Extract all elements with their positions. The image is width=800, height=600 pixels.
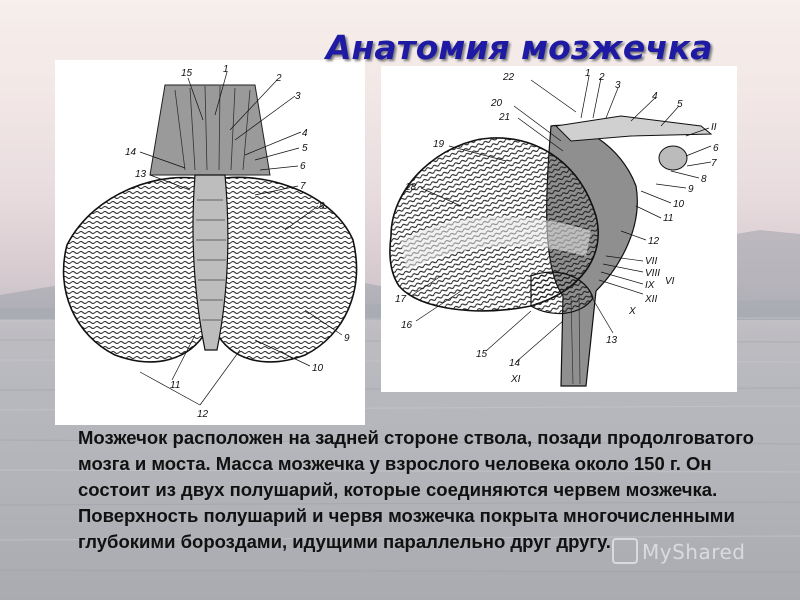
fig-right-label: 7	[711, 158, 717, 169]
cerebellum-lateral-drawing	[381, 66, 737, 392]
fig-left-label: 6	[300, 161, 306, 172]
fig-left-label: 10	[312, 363, 324, 374]
fig-right-label: 4	[652, 91, 658, 102]
fig-right-label: 12	[648, 236, 660, 247]
fig-right-label: 20	[491, 98, 503, 109]
fig-left-label: 15	[181, 68, 193, 79]
fig-left-label: 5	[302, 143, 308, 154]
fig-right-label: 16	[401, 320, 413, 331]
fig-right-label: VI	[665, 276, 675, 287]
fig-right-label: 22	[503, 72, 515, 83]
slide-paragraph: Мозжечок расположен на задней стороне ствола, позади продолговатого мозга и моста. Масса мозжечка у взрослого человека около 150 г. Он состоит из двух полушарий, которые соединяются червем мозжечка. Поверхность полушарий и червя мозжечка покрыта многочисленными глубокими бороздами, идущими параллельно друг другу.	[78, 427, 754, 552]
fig-right-label: 9	[688, 184, 694, 195]
fig-right-label: 21	[499, 112, 511, 123]
cerebellum-posterior-figure	[55, 60, 365, 425]
fig-left-label: 13	[135, 169, 147, 180]
fig-left-label: 1	[223, 64, 229, 75]
fig-left-label: 12	[197, 409, 209, 420]
fig-left-label: 3	[295, 91, 301, 102]
cerebellum-posterior-drawing	[55, 60, 365, 425]
fig-right-label: 17	[395, 294, 407, 305]
fig-left-label: 7	[300, 181, 306, 192]
fig-right-label: X	[629, 306, 636, 317]
fig-right-label: VIII	[645, 268, 661, 279]
fig-left-label: 2	[276, 73, 282, 84]
fig-right-label: 5	[677, 99, 683, 110]
fig-right-label: IX	[645, 280, 655, 291]
slide-title: Анатомия мозжечка	[326, 28, 713, 67]
fig-right-label: XI	[511, 374, 521, 385]
fig-right-label: II	[711, 122, 717, 133]
fig-left-label: 9	[344, 333, 350, 344]
fig-left-label: 11	[170, 380, 181, 391]
fig-right-label: 3	[615, 80, 621, 91]
fig-right-label: 13	[606, 335, 618, 346]
fig-right-label: 11	[663, 213, 674, 224]
fig-right-label: 6	[713, 143, 719, 154]
fig-right-label: 2	[599, 72, 605, 83]
fig-right-label: 15	[476, 349, 488, 360]
watermark	[612, 538, 746, 564]
watermark-logo-icon	[612, 538, 638, 564]
fig-right-label: 19	[433, 139, 445, 150]
fig-right-label: 18	[405, 182, 417, 193]
watermark-text: MyShared	[642, 540, 746, 564]
fig-right-label: 10	[673, 199, 685, 210]
fig-right-label: 14	[509, 358, 521, 369]
fig-left-label: 14	[125, 147, 137, 158]
cerebellum-lateral-figure	[381, 66, 737, 392]
fig-right-label: 1	[585, 68, 591, 79]
fig-left-label: 4	[302, 128, 308, 139]
fig-right-label: XII	[645, 294, 658, 305]
fig-left-label: 8	[319, 201, 325, 212]
fig-right-label: 8	[701, 174, 707, 185]
fig-right-label: VII	[645, 256, 658, 267]
